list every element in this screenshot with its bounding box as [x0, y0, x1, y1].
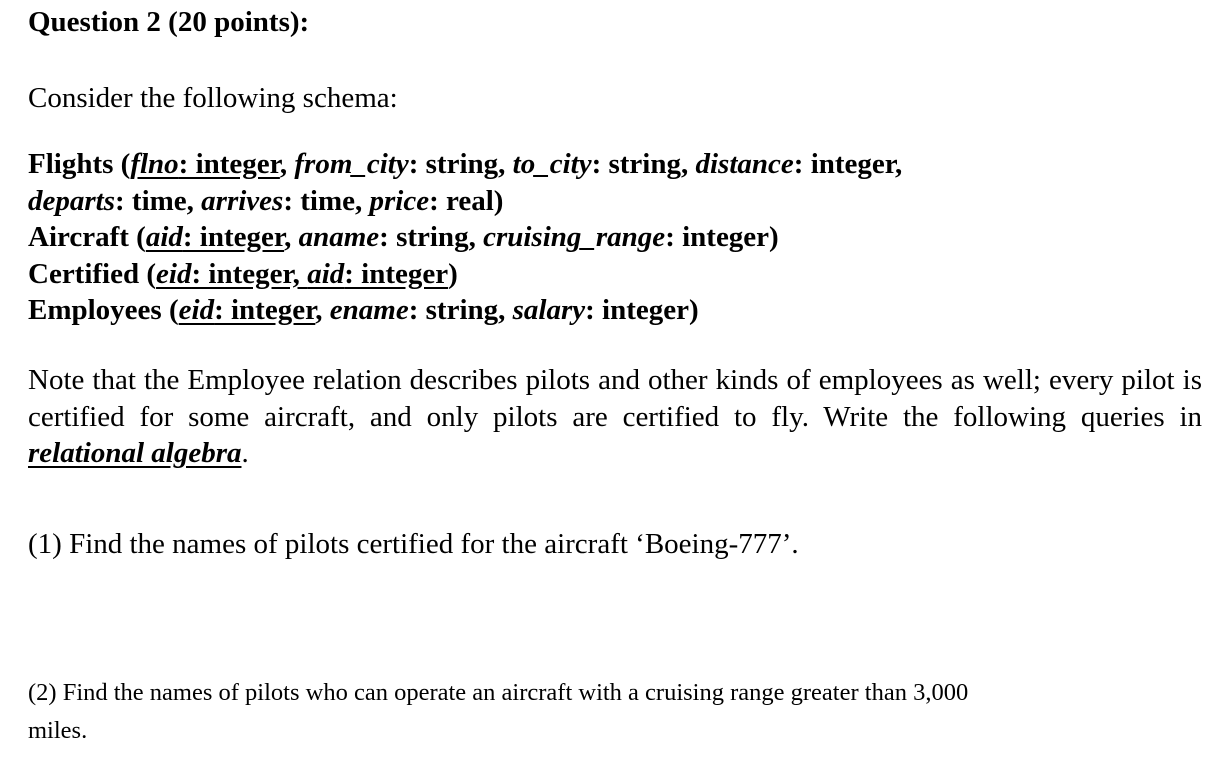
type-eid: : integer [214, 294, 316, 326]
attr-flno: flno [130, 148, 179, 180]
type-ename: : string, [408, 294, 513, 326]
relation-name-aircraft: Aircraft [28, 221, 129, 253]
query-2: (2) Find the names of pilots who can operate an aircraft with a cruising range greater than 3,000 miles. [28, 679, 969, 744]
type-departs: : time, [115, 184, 202, 217]
type-flno: : integer [178, 148, 280, 180]
attr-price: price [369, 184, 430, 217]
type-salary: : integer) [585, 294, 699, 326]
schema-intro: Consider the following schema: [28, 82, 398, 114]
attr-eid: eid [178, 294, 215, 326]
note-text: Note that the Employee relation describes pilots and other kinds of employees as well; every pilot is certified for some aircraft, and only pilots are certified to fly. Write the following queries in [28, 364, 1202, 433]
attr-aid: aid [145, 221, 183, 253]
paren-open: ( [113, 148, 131, 180]
attr-aname: aname [298, 221, 380, 253]
type-distance: : integer, [793, 148, 903, 180]
schema-flights-line-1 [28, 146, 902, 183]
paren-open: ( [161, 294, 179, 326]
schema-employees [28, 292, 902, 329]
paren-close: ) [448, 257, 458, 290]
relation-name-certified: Certified [28, 257, 140, 290]
attr-eid: eid [156, 257, 192, 290]
separator: , [279, 148, 295, 180]
attr-cruising-range: cruising_range [483, 221, 666, 253]
attr-salary: salary [512, 294, 586, 326]
type-aid: : integer [344, 257, 449, 290]
attr-departs: departs [28, 184, 115, 217]
attr-ename: ename [329, 294, 409, 326]
type-aname: : string, [379, 221, 484, 253]
attr-distance: distance [695, 148, 794, 180]
schema-flights-line-2 [28, 183, 902, 220]
note-period: . [241, 437, 249, 469]
type-eid: : integer, [191, 257, 308, 290]
type-price: : real) [429, 184, 504, 217]
paren-open: ( [139, 257, 157, 290]
type-cruising-range: : integer) [665, 221, 779, 253]
relation-name-flights: Flights [28, 148, 114, 180]
relational-algebra-emphasis: relational algebra [28, 437, 242, 469]
type-aid: : integer [182, 221, 285, 253]
attr-to-city: to_city [512, 148, 592, 180]
attr-from-city: from_city [294, 148, 409, 180]
schema-block [28, 146, 902, 329]
flights-primary-key [130, 148, 280, 180]
attr-aid: aid [307, 257, 345, 290]
attr-arrives: arrives [201, 184, 284, 217]
type-from-city: : string, [408, 148, 513, 180]
note-paragraph [28, 362, 1202, 472]
employees-primary-key [179, 294, 316, 326]
type-to-city: : string, [591, 148, 696, 180]
type-arrives: : time, [283, 184, 370, 217]
query-1: (1) Find the names of pilots certified for the aircraft ‘Boeing-777’. [28, 528, 799, 560]
schema-aircraft [28, 219, 902, 256]
aircraft-primary-key [146, 221, 284, 253]
relation-name-employees: Employees [28, 294, 162, 326]
schema-certified [28, 256, 902, 293]
separator: , [284, 221, 299, 253]
certified-primary-key [156, 258, 448, 290]
paren-open: ( [128, 221, 146, 253]
separator: , [315, 294, 330, 326]
question-title: Question 2 (20 points): [28, 6, 310, 38]
